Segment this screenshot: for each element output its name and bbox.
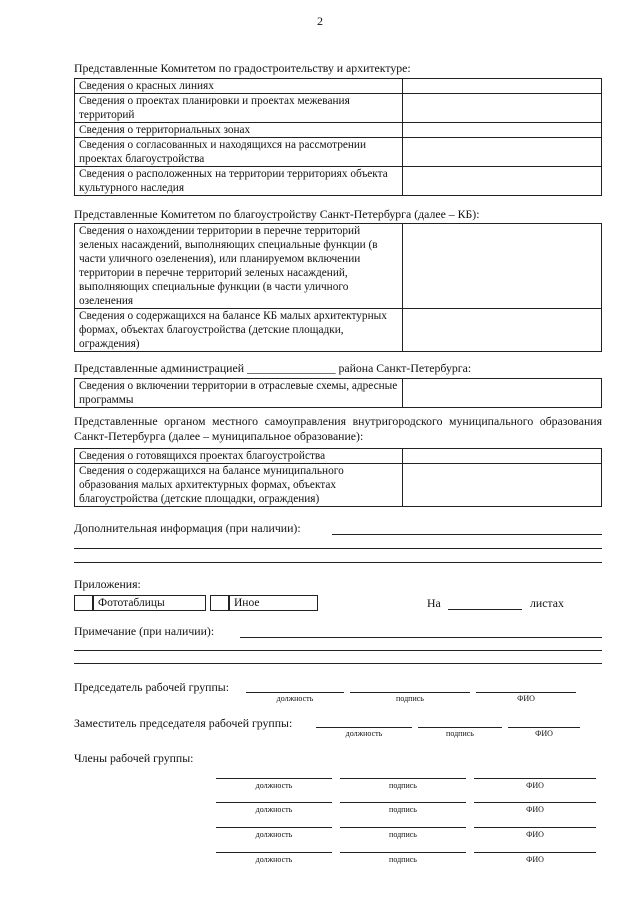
caption-name: ФИО: [526, 805, 544, 814]
table-cell-value[interactable]: [403, 167, 602, 196]
table-cell-label: Сведения о содержащихся на балансе КБ малых архитектурных формах, объектах благоустройства (детские площадки, ограждения): [75, 309, 403, 352]
table-cell-label: Сведения о готовящихся проектах благоустройства: [75, 449, 403, 464]
section-heading-architecture: Представленные Комитетом по градостроительству и архитектуре:: [74, 61, 411, 75]
member-position-line[interactable]: [216, 802, 332, 803]
table-cell-value[interactable]: [403, 94, 602, 123]
deputy-position-line[interactable]: [316, 727, 412, 728]
deputy-signature-line[interactable]: [418, 727, 502, 728]
caption-signature: подпись: [389, 830, 417, 839]
deputy-label: Заместитель председателя рабочей группы:: [74, 716, 293, 730]
member-name-line[interactable]: [474, 827, 596, 828]
table-cell-value[interactable]: [403, 79, 602, 94]
section-heading-improvement: Представленные Комитетом по благоустройству Санкт-Петербурга (далее – КБ):: [74, 207, 480, 221]
caption-name: ФИО: [526, 855, 544, 864]
table-row: [75, 167, 602, 196]
sheets-count-field[interactable]: [448, 609, 522, 610]
table-row: [75, 224, 602, 309]
table-cell-label: Сведения о содержащихся на балансе муниципального образования малых архитектурных формах, объектах благоустройства (детские площадки, ограждения): [75, 464, 403, 507]
chairman-name-line[interactable]: [476, 692, 576, 693]
table-municipal: [74, 448, 602, 507]
caption-signature: подпись: [389, 805, 417, 814]
caption-name: ФИО: [526, 830, 544, 839]
member-signature-line[interactable]: [340, 802, 466, 803]
table-row: [75, 379, 602, 408]
section-heading-municipal: Представленные органом местного самоуправления внутригородского муниципального образования Санкт-Петербурга (далее – муниципальное образование):: [74, 414, 602, 443]
note-line[interactable]: [74, 650, 602, 651]
table-improvement: [74, 223, 602, 352]
table-row: [75, 309, 602, 352]
caption-signature: подпись: [389, 855, 417, 864]
table-row: [75, 449, 602, 464]
district-heading-right: района Санкт-Петербурга:: [338, 361, 472, 375]
table-row: [75, 464, 602, 507]
note-line[interactable]: [240, 637, 602, 638]
table-cell-value[interactable]: [403, 309, 602, 352]
caption-position: должность: [276, 694, 314, 703]
additional-info-label: Дополнительная информация (при наличии):: [74, 521, 301, 535]
caption-position: должность: [255, 805, 293, 814]
table-cell-value[interactable]: [403, 379, 602, 408]
photo-tables-option: [92, 595, 206, 611]
district-heading-left: Представленные администрацией: [74, 361, 245, 375]
district-name-blank[interactable]: _______________: [247, 361, 336, 375]
table-district: [74, 378, 602, 408]
other-checkbox[interactable]: [210, 595, 230, 611]
caption-position: должность: [345, 729, 383, 738]
other-option: [228, 595, 318, 611]
attachments-label: Приложения:: [74, 577, 141, 591]
additional-info-line[interactable]: [332, 534, 602, 535]
table-cell-label: Сведения о красных линиях: [75, 79, 403, 94]
additional-info-line[interactable]: [74, 562, 602, 563]
member-position-line[interactable]: [216, 778, 332, 779]
caption-position: должность: [255, 855, 293, 864]
member-position-line[interactable]: [216, 852, 332, 853]
photo-tables-label: Фототаблицы: [98, 597, 165, 609]
caption-position: должность: [255, 830, 293, 839]
member-signature-line[interactable]: [340, 827, 466, 828]
caption-name: ФИО: [517, 694, 535, 703]
section-heading-district: [74, 361, 471, 376]
caption-signature: подпись: [446, 729, 474, 738]
table-cell-label: Сведения о проектах планировки и проектах межевания территорий: [75, 94, 403, 123]
additional-info-line[interactable]: [74, 548, 602, 549]
caption-name: ФИО: [535, 729, 553, 738]
sheets-label: листах: [530, 596, 564, 610]
page-number: 2: [317, 14, 323, 28]
caption-signature: подпись: [389, 781, 417, 790]
table-cell-value[interactable]: [403, 464, 602, 507]
table-cell-value[interactable]: [403, 449, 602, 464]
table-architecture: [74, 78, 602, 196]
member-position-line[interactable]: [216, 827, 332, 828]
chairman-position-line[interactable]: [246, 692, 344, 693]
chairman-signature-line[interactable]: [350, 692, 470, 693]
photo-tables-checkbox[interactable]: [74, 595, 94, 611]
member-name-line[interactable]: [474, 778, 596, 779]
caption-name: ФИО: [526, 781, 544, 790]
members-label: Члены рабочей группы:: [74, 751, 194, 765]
table-cell-value[interactable]: [403, 138, 602, 167]
table-row: [75, 79, 602, 94]
member-signature-line[interactable]: [340, 778, 466, 779]
table-cell-label: Сведения о включении территории в отраслевые схемы, адресные программы: [75, 379, 403, 408]
table-row: [75, 94, 602, 123]
other-label: Иное: [234, 597, 260, 609]
chairman-label: Председатель рабочей группы:: [74, 680, 229, 694]
note-line[interactable]: [74, 663, 602, 664]
member-name-line[interactable]: [474, 852, 596, 853]
table-row: [75, 123, 602, 138]
table-cell-value[interactable]: [403, 224, 602, 309]
caption-position: должность: [255, 781, 293, 790]
table-cell-label: Сведения о нахождении территории в перечне территорий зеленых насаждений, выполняющих специальные функции (в части уличного озеленения), или планируемом включении территории в перечне территорий зеленых насаждений, выполняющих специальные функции (в части уличного озеленения: [75, 224, 403, 309]
caption-signature: подпись: [396, 694, 424, 703]
on-label: На: [427, 596, 441, 610]
table-cell-label: Сведения о расположенных на территории территориях объекта культурного наследия: [75, 167, 403, 196]
table-cell-value[interactable]: [403, 123, 602, 138]
table-row: [75, 138, 602, 167]
table-cell-label: Сведения о согласованных и находящихся на рассмотрении проектах благоустройства: [75, 138, 403, 167]
deputy-name-line[interactable]: [508, 727, 580, 728]
member-name-line[interactable]: [474, 802, 596, 803]
member-signature-line[interactable]: [340, 852, 466, 853]
table-cell-label: Сведения о территориальных зонах: [75, 123, 403, 138]
note-label: Примечание (при наличии):: [74, 624, 215, 638]
